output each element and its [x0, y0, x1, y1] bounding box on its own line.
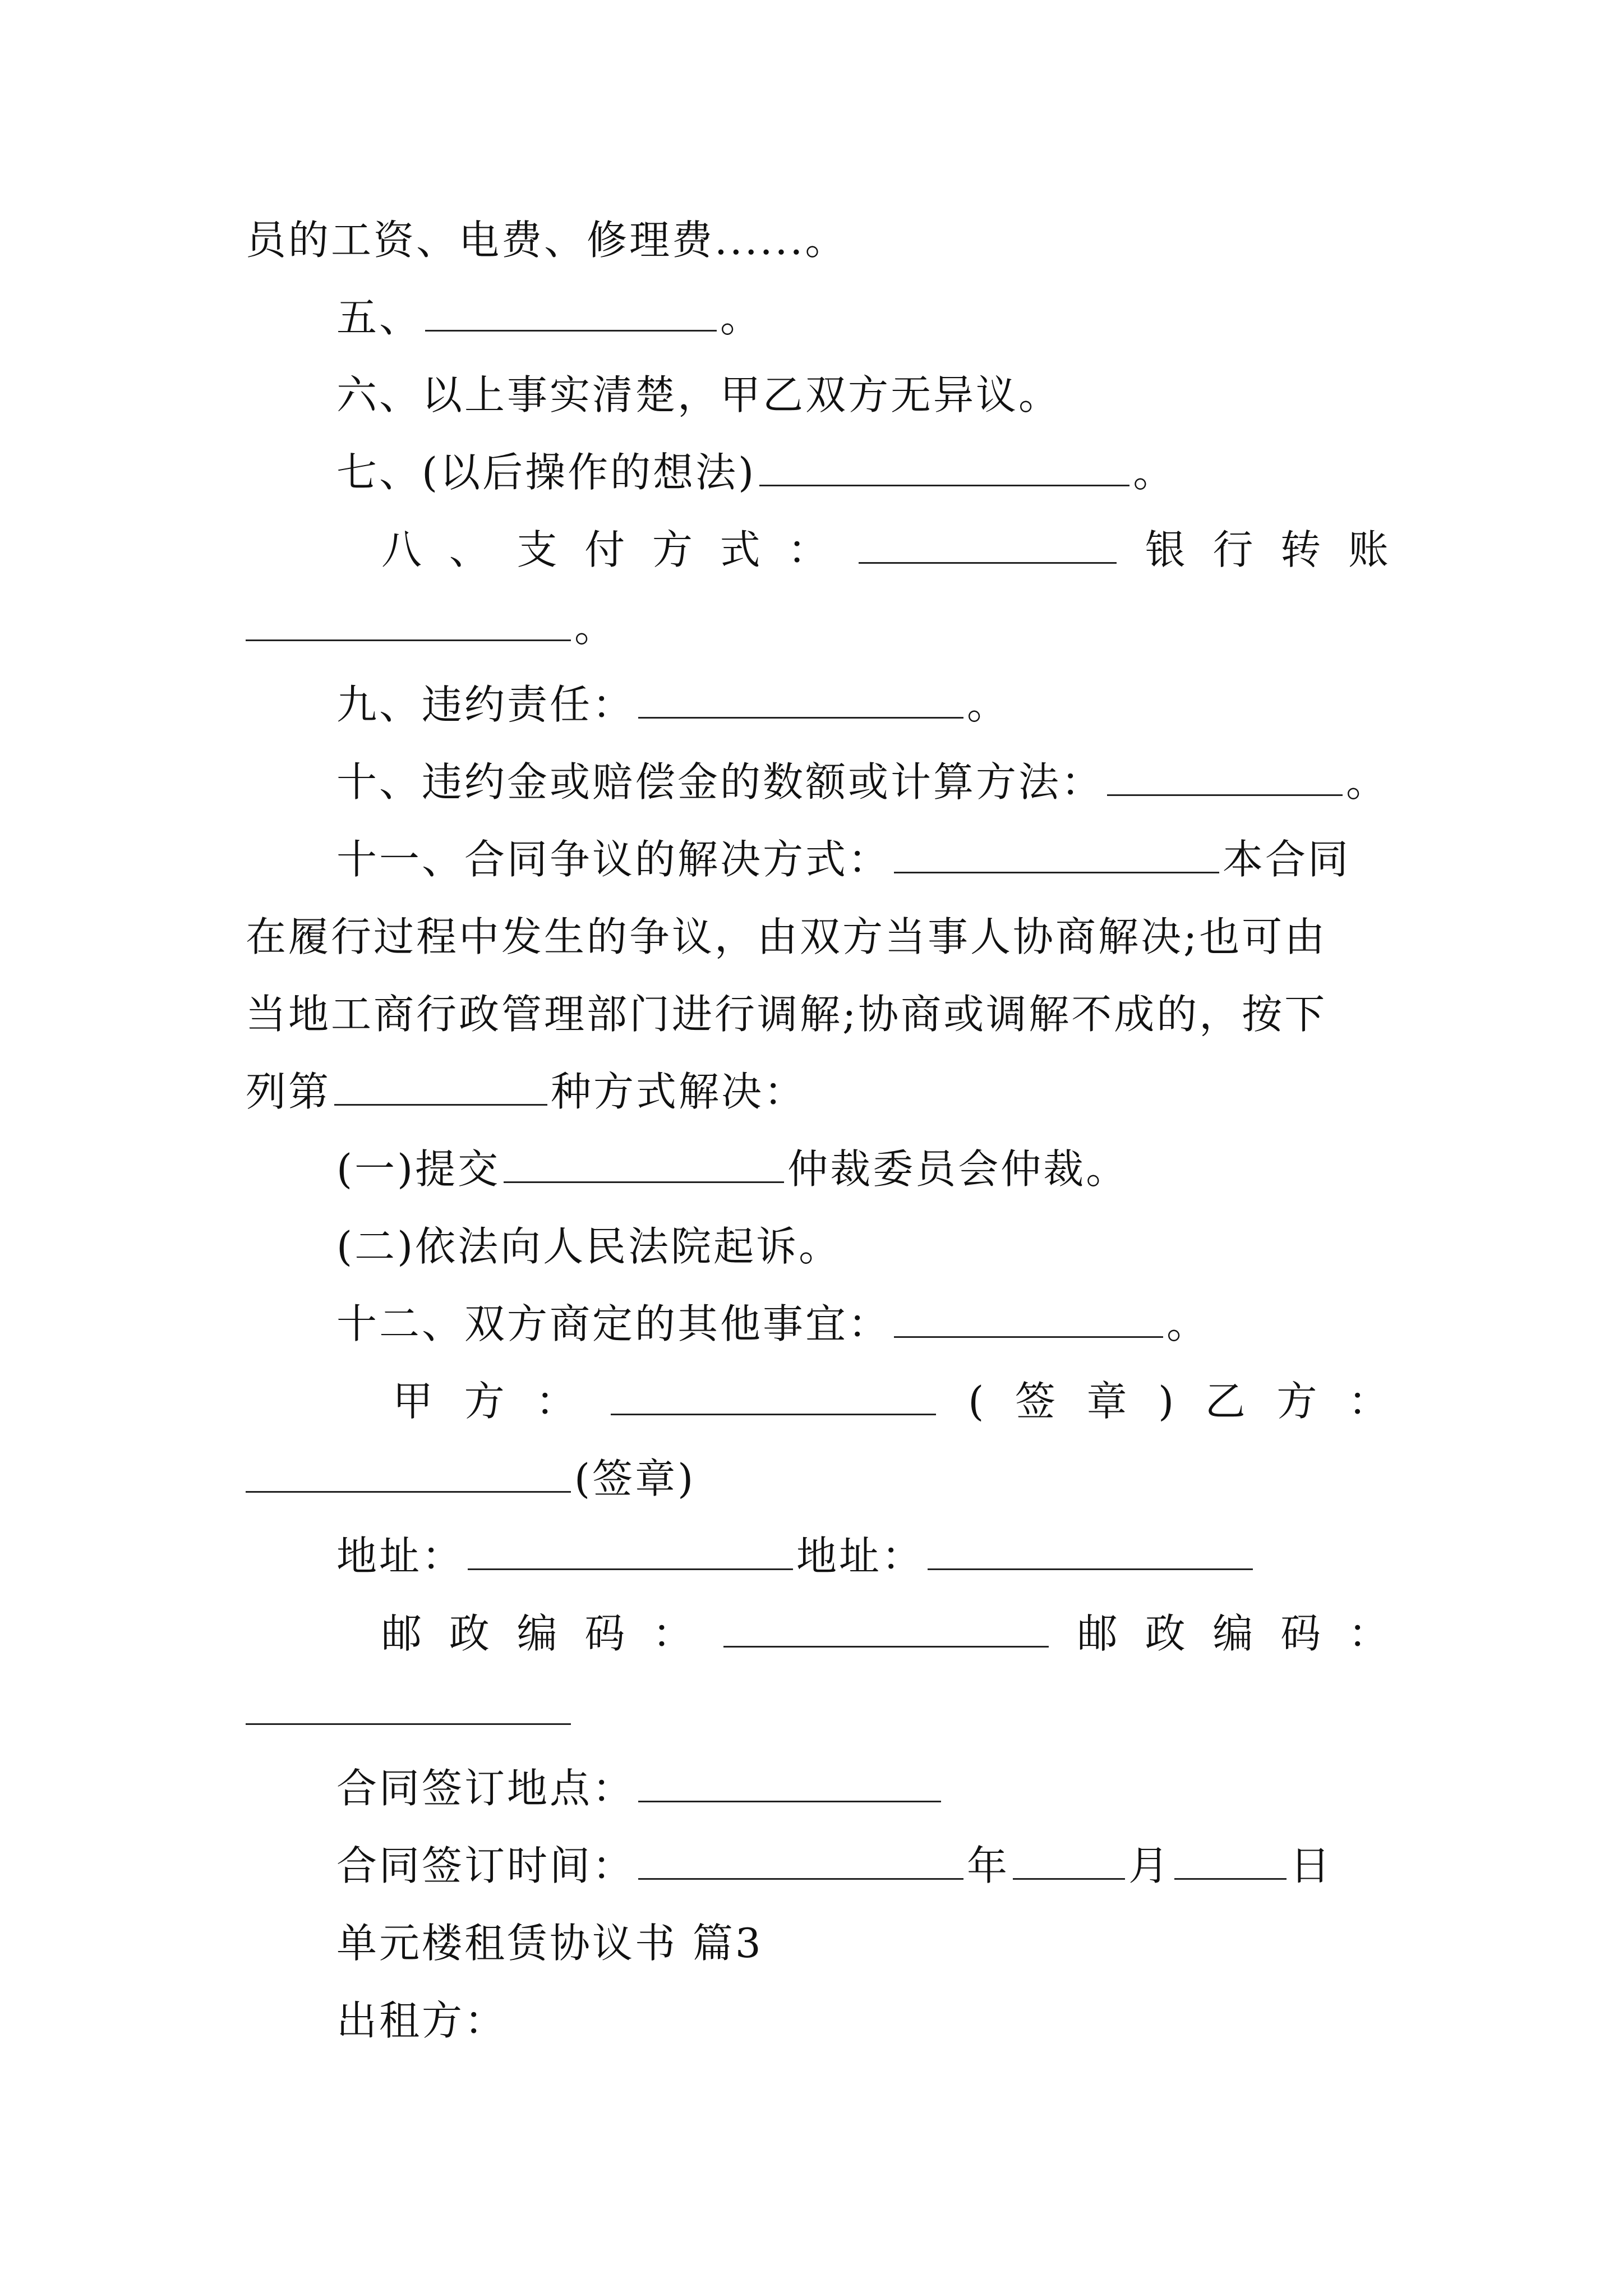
text-line — [336, 1220, 841, 1273]
text: 合同签订时间： — [336, 1842, 635, 1889]
blank-field — [894, 836, 1219, 873]
text: 十一、合同争议的解决方式： — [336, 836, 891, 883]
text-line — [381, 523, 1391, 577]
text: 。 — [967, 681, 1010, 728]
text-line — [381, 1607, 1391, 1660]
text: 日 — [1290, 1842, 1333, 1889]
text-line — [246, 910, 1327, 964]
text: 。 — [720, 294, 763, 341]
blank-field — [1174, 1842, 1287, 1880]
text: (二)依法向人民法院起诉。 — [336, 1223, 842, 1270]
text-line — [246, 1452, 695, 1506]
text: 五、 — [336, 294, 422, 341]
text: 种方式解决： — [551, 1068, 807, 1115]
char: ： — [1348, 1610, 1391, 1657]
char: 编 — [1212, 1610, 1256, 1657]
blank-field — [611, 1378, 936, 1415]
blank-field — [504, 1145, 784, 1183]
text: 在履行过程中发生的争议，由双方当事人协商解决;也可由 — [246, 913, 1327, 960]
text-line — [246, 987, 1327, 1041]
char: 章 — [1086, 1378, 1129, 1425]
text-line — [336, 1839, 1332, 1893]
char: 方 — [464, 1378, 507, 1425]
blank-field — [928, 1533, 1253, 1570]
text: 。 — [574, 604, 617, 651]
blank-field — [1013, 1842, 1125, 1880]
text: 员的工资、电费、修理费......。 — [246, 217, 848, 264]
text: 出租方： — [336, 1997, 508, 2044]
text: 九、违约责任： — [336, 681, 635, 728]
text-line — [336, 291, 763, 344]
char: ： — [787, 526, 831, 573]
text-line — [336, 1297, 1209, 1351]
char: 邮 — [1077, 1610, 1120, 1657]
text-line — [393, 1374, 1391, 1428]
text: 。 — [1166, 1300, 1210, 1347]
blank-field — [638, 1765, 941, 1802]
char: 甲 — [393, 1378, 436, 1425]
char: 八 — [381, 526, 425, 573]
text-line — [336, 1529, 1256, 1583]
char: ) — [1158, 1378, 1177, 1425]
blank-field — [859, 526, 1117, 564]
char: 政 — [1145, 1610, 1188, 1657]
blank-field — [246, 1455, 571, 1493]
char: 付 — [584, 526, 628, 573]
text: 十二、双方商定的其他事宜： — [336, 1300, 891, 1347]
text-line — [336, 832, 1350, 886]
text: 合同签订地点： — [336, 1765, 635, 1812]
char: 银 — [1145, 526, 1188, 573]
text-line — [246, 1684, 574, 1738]
text: (签章) — [574, 1455, 696, 1502]
char: 行 — [1212, 526, 1256, 573]
blank-field — [723, 1610, 1049, 1648]
char: ： — [536, 1378, 579, 1425]
text-line — [336, 755, 1389, 809]
text: 年 — [967, 1842, 1010, 1889]
text-line — [336, 445, 1175, 499]
text-line — [336, 1994, 507, 2047]
text: 本合同 — [1223, 836, 1351, 883]
char: 账 — [1348, 526, 1391, 573]
text: 六、以上事实清楚，甲乙双方无异议。 — [336, 371, 1062, 418]
blank-field — [638, 1842, 963, 1880]
text-line — [336, 1761, 944, 1815]
char: 码 — [1280, 1610, 1324, 1657]
text: 月 — [1128, 1842, 1172, 1889]
char: ： — [1348, 1378, 1391, 1425]
text-line — [336, 678, 1009, 731]
text-line — [336, 1142, 1128, 1196]
text-line — [336, 368, 1061, 422]
text: 地址： — [336, 1533, 465, 1580]
char: 编 — [517, 1610, 560, 1657]
blank-field — [246, 1687, 571, 1725]
char: 方 — [652, 526, 695, 573]
text: (一)提交 — [336, 1145, 501, 1193]
blank-field — [425, 294, 717, 332]
char: ( — [968, 1378, 986, 1425]
text: 十、违约金或赔偿金的数额或计算方法： — [336, 758, 1104, 806]
blank-field — [638, 681, 963, 719]
text-line — [246, 213, 847, 267]
text-line — [246, 600, 617, 654]
section-heading — [336, 1916, 763, 1970]
char: 方 — [1276, 1378, 1320, 1425]
text: 。 — [1346, 758, 1389, 806]
blank-field — [759, 449, 1129, 486]
char: 支 — [517, 526, 560, 573]
blank-field — [1107, 758, 1343, 796]
char: 乙 — [1205, 1378, 1248, 1425]
text-line — [246, 1065, 806, 1119]
char: 签 — [1015, 1378, 1058, 1425]
char: 码 — [584, 1610, 628, 1657]
blank-field — [334, 1068, 547, 1106]
char: ： — [652, 1610, 695, 1657]
char: 转 — [1280, 526, 1324, 573]
text: 单元楼租赁协议书 篇3 — [336, 1920, 763, 1967]
text: 七、(以后操作的想法) — [336, 449, 757, 496]
text: 。 — [1133, 449, 1176, 496]
blank-field — [246, 604, 571, 641]
char: 政 — [449, 1610, 492, 1657]
text: 当地工商行政管理部门进行调解;协商或调解不成的，按下 — [246, 991, 1327, 1038]
char: 、 — [449, 526, 492, 573]
text: 地址： — [796, 1533, 925, 1580]
text: 仲裁委员会仲裁。 — [787, 1145, 1129, 1193]
char: 邮 — [381, 1610, 425, 1657]
text: 列第 — [246, 1068, 331, 1115]
blank-field — [894, 1300, 1163, 1338]
blank-field — [468, 1533, 793, 1570]
char: 式 — [720, 526, 763, 573]
